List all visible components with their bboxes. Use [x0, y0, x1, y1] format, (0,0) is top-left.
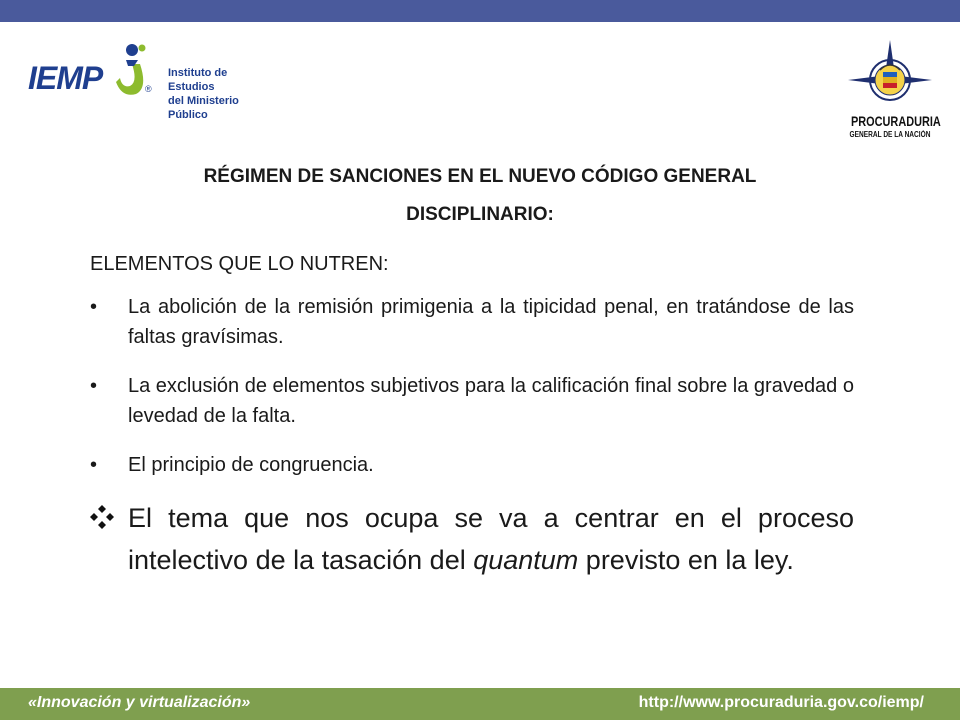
iemp-logo [28, 42, 268, 121]
bullet-dot: • [90, 296, 98, 318]
slide-title [100, 158, 860, 234]
seal-subtitle: GENERAL DE LA NACIÓN [849, 130, 931, 139]
slide-content [90, 253, 854, 581]
bullet-text: La exclusión de elementos subjetivos para la calificación final sobre la gravedad o levedad de la falta. [128, 375, 854, 427]
section-heading: ELEMENTOS QUE LO NUTREN: [90, 253, 389, 275]
four-diamond-icon [90, 505, 114, 529]
slide-title-line2: DISCIPLINARIO: [406, 204, 554, 225]
iemp-subtitle-line1: Instituto de Estudios [168, 67, 228, 93]
list-item [90, 292, 854, 352]
seal-title: PROCURADURIA [851, 113, 941, 129]
footer-slogan: «Innovación y virtualización» [28, 694, 251, 711]
highlight-text-italic: quantum [473, 545, 579, 575]
list-item [90, 371, 854, 431]
slide-title-line1: RÉGIMEN DE SANCIONES EN EL NUEVO CÓDIGO GENERAL [203, 166, 757, 187]
iemp-subtitle [168, 66, 268, 122]
iemp-subtitle-line2: del Ministerio Público [168, 95, 239, 121]
iemp-figure-icon [108, 42, 158, 112]
highlight-item [90, 497, 854, 581]
top-bar [0, 0, 960, 22]
footer-bar [0, 688, 960, 720]
bullet-dot: • [90, 454, 98, 476]
footer-url-link[interactable]: http://www.procuraduria.gov.co/iemp/ [638, 694, 924, 711]
iemp-registered-mark: ® [145, 84, 152, 94]
procuraduria-seal [840, 38, 940, 146]
highlight-text-after: previsto en la ley. [578, 545, 794, 575]
bullet-list [90, 292, 854, 480]
compass-emblem-icon [840, 38, 940, 118]
bullet-text: El principio de congruencia. [128, 454, 374, 476]
iemp-logo-word: IEMP [28, 60, 103, 96]
bullet-text: La abolición de la remisión primigenia a la tipicidad penal, en tratándose de las faltas gravísimas. [128, 296, 854, 348]
list-item [90, 450, 854, 480]
highlight-text-before: El tema que nos ocupa se va a centrar en el proceso intelectivo de la tasación del [128, 503, 854, 575]
bullet-dot: • [90, 375, 98, 397]
